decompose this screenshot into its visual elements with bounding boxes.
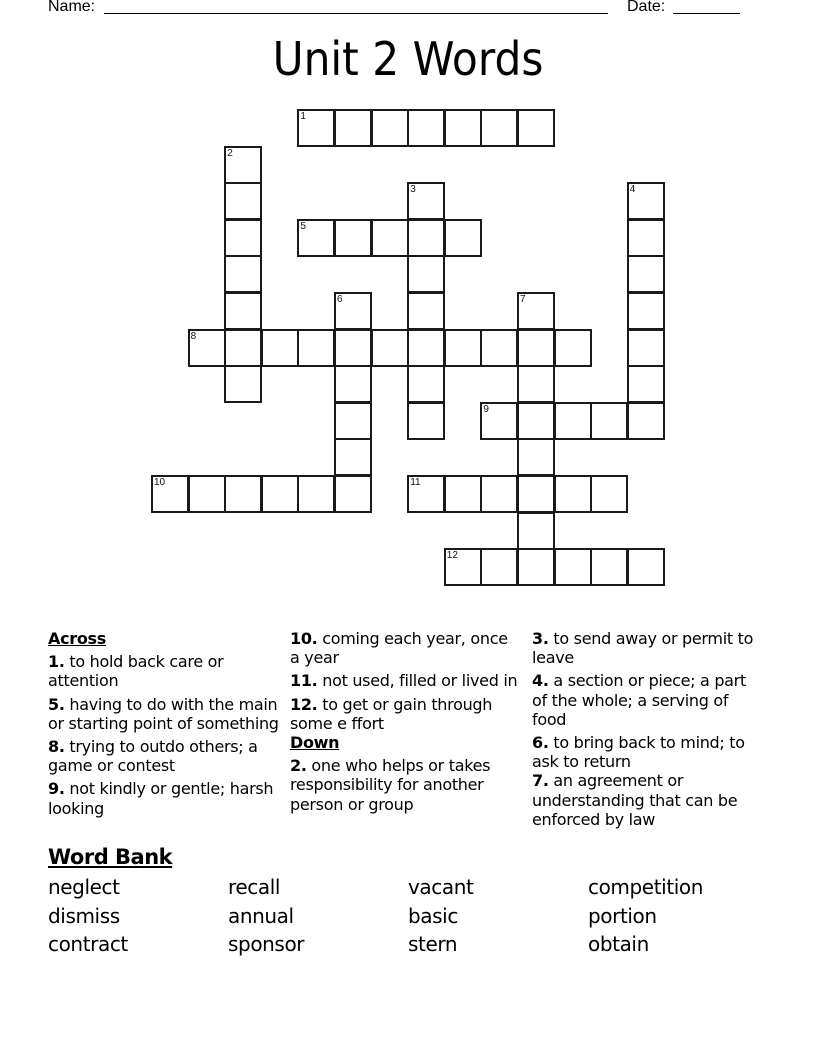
crossword-cell[interactable] — [627, 402, 665, 440]
crossword-cell[interactable] — [224, 219, 262, 257]
crossword-cell[interactable] — [371, 109, 409, 147]
crossword-cell[interactable] — [627, 365, 665, 403]
word-bank-item: sponsor — [228, 932, 305, 956]
word-bank-item: vacant — [408, 875, 474, 899]
crossword-cell[interactable] — [334, 109, 372, 147]
crossword-cell[interactable] — [224, 255, 262, 293]
crossword-cell[interactable] — [554, 548, 592, 586]
clue-column-1 — [48, 629, 280, 822]
crossword-cell[interactable] — [627, 329, 665, 367]
crossword-cell[interactable] — [334, 329, 372, 367]
crossword-cell[interactable] — [444, 475, 482, 513]
clue-text: to hold back care or attention — [48, 652, 224, 691]
crossword-cell[interactable] — [444, 329, 482, 367]
crossword-cell[interactable] — [188, 475, 226, 513]
crossword-cell[interactable] — [224, 182, 262, 220]
word-bank-item: portion — [588, 903, 657, 928]
crossword-cell[interactable] — [517, 329, 555, 367]
crossword-cell[interactable] — [554, 402, 592, 440]
clue-across-5 — [48, 695, 280, 733]
clue-text: one who helps or takes responsibility for another person or group — [290, 756, 491, 814]
crossword-cell[interactable] — [407, 255, 445, 293]
word-bank-item: annual — [228, 903, 294, 928]
crossword-cell[interactable] — [407, 182, 445, 220]
word-bank-item: neglect — [48, 875, 120, 899]
cell-number: 8 — [190, 330, 197, 342]
clue-text: an agreement or understanding that can be enforced by law — [532, 771, 738, 829]
cell-number: 4 — [629, 184, 636, 196]
page-title: Unit 2 Words — [272, 32, 544, 86]
crossword-cell[interactable] — [517, 475, 555, 513]
crossword-cell[interactable] — [407, 329, 445, 367]
crossword-cell[interactable] — [297, 329, 335, 367]
clue-number: 3. — [532, 629, 549, 648]
clue-number: 2. — [290, 756, 307, 776]
crossword-cell[interactable] — [334, 475, 372, 513]
clue-down-7 — [532, 771, 764, 829]
clue-text: trying to outdo others; a game or contest — [48, 737, 258, 776]
word-bank-item: obtain — [588, 932, 649, 956]
clue-number: 7. — [532, 771, 549, 791]
crossword-cell[interactable] — [444, 548, 482, 586]
clue-text: coming each year, once a year — [290, 629, 508, 668]
crossword-cell[interactable] — [627, 255, 665, 293]
clue-text: to send away or permit to leave — [532, 629, 754, 668]
clue-across-8 — [48, 737, 280, 775]
crossword-cell[interactable] — [261, 475, 299, 513]
date-label: Date: — [627, 0, 666, 15]
clue-text: to get or gain through some e ffort — [290, 694, 493, 733]
clue-number: 9. — [48, 779, 65, 799]
crossword-cell[interactable] — [188, 329, 226, 367]
clue-number: 4. — [532, 671, 549, 691]
crossword-cell[interactable] — [517, 548, 555, 586]
crossword-cell[interactable] — [224, 475, 262, 513]
crossword-cell[interactable] — [224, 146, 262, 184]
crossword-cell[interactable] — [554, 475, 592, 513]
crossword-cell[interactable] — [371, 219, 409, 257]
clue-across-1 — [48, 652, 280, 690]
crossword-cell[interactable] — [517, 292, 555, 330]
word-bank-item: competition — [588, 875, 704, 899]
crossword-cell[interactable] — [444, 109, 482, 147]
clue-down-6 — [532, 733, 764, 771]
crossword-cell[interactable] — [407, 475, 445, 513]
clue-across-11 — [290, 671, 522, 690]
crossword-cell[interactable] — [517, 109, 555, 147]
crossword-cell[interactable] — [407, 402, 445, 440]
clue-number: 12. — [290, 694, 318, 714]
crossword-cell[interactable] — [590, 402, 628, 440]
crossword-cell[interactable] — [407, 109, 445, 147]
crossword-cell[interactable] — [334, 402, 372, 440]
crossword-cell[interactable] — [480, 548, 518, 586]
word-bank-title: Word Bank — [48, 845, 173, 869]
down-heading: Down — [290, 733, 340, 753]
crossword-cell[interactable] — [480, 402, 518, 440]
crossword-cell[interactable] — [590, 548, 628, 586]
crossword-cell[interactable] — [224, 292, 262, 330]
cell-number: 1 — [300, 111, 306, 122]
word-bank-item: recall — [228, 875, 281, 899]
cell-number: 3 — [410, 184, 416, 196]
crossword-cell[interactable] — [297, 109, 335, 147]
name-label: Name: — [48, 0, 96, 15]
word-bank-item: contract — [48, 932, 128, 956]
cell-number: 11 — [410, 477, 421, 488]
clue-number: 5. — [48, 694, 65, 714]
crossword-cell[interactable] — [627, 292, 665, 330]
clue-number: 11. — [290, 671, 318, 691]
clue-text: to bring back to mind; to ask to return — [532, 733, 745, 772]
crossword-cell[interactable] — [407, 292, 445, 330]
clue-text: a section or piece; a part of the whole; a serving of food — [532, 671, 746, 729]
crossword-cell[interactable] — [224, 365, 262, 403]
crossword-cell[interactable] — [407, 365, 445, 403]
cell-number: 9 — [483, 403, 489, 415]
crossword-cell[interactable] — [627, 219, 665, 257]
crossword-cell[interactable] — [480, 329, 518, 367]
clue-down-2 — [290, 756, 522, 814]
cell-number: 7 — [520, 294, 526, 305]
crossword-cell[interactable] — [371, 329, 409, 367]
cell-number: 6 — [337, 294, 343, 305]
crossword-cell[interactable] — [261, 329, 299, 367]
across-heading: Across — [48, 629, 106, 648]
crossword-cell[interactable] — [627, 182, 665, 220]
clue-text: not kindly or gentle; harsh looking — [48, 779, 274, 818]
clue-across-10 — [290, 629, 522, 667]
crossword-cell[interactable] — [407, 219, 445, 257]
clue-number: 10. — [290, 629, 318, 648]
word-bank — [48, 845, 768, 956]
cell-number: 12 — [446, 550, 458, 562]
crossword-cell[interactable] — [517, 365, 555, 403]
crossword-cell[interactable] — [224, 329, 262, 367]
clue-number: 1. — [48, 652, 65, 672]
crossword-cell[interactable] — [334, 219, 372, 257]
crossword-cell[interactable] — [334, 438, 372, 476]
crossword-cell[interactable] — [297, 475, 335, 513]
word-bank-item: stern — [408, 932, 458, 956]
crossword-cell[interactable] — [517, 438, 555, 476]
word-bank-item: dismiss — [48, 903, 120, 928]
clue-text: not used, filled or lived in — [317, 671, 518, 691]
crossword-cell[interactable] — [627, 548, 665, 586]
clue-number: 6. — [532, 733, 549, 753]
clue-number: 8. — [48, 737, 65, 757]
cell-number: 10 — [154, 477, 166, 488]
crossword-cell[interactable] — [334, 292, 372, 330]
crossword-cell[interactable] — [151, 475, 189, 513]
clue-down-3 — [532, 629, 764, 667]
clue-across-9 — [48, 779, 280, 817]
crossword-cell[interactable] — [517, 402, 555, 440]
crossword-cell[interactable] — [444, 219, 482, 257]
cell-number: 2 — [227, 147, 233, 159]
clue-text: having to do with the main or starting point of something — [48, 694, 279, 733]
clue-down-4 — [532, 671, 764, 729]
crossword-cell[interactable] — [297, 219, 335, 257]
crossword-cell[interactable] — [554, 329, 592, 367]
crossword-cell[interactable] — [480, 475, 518, 513]
clue-column-3 — [532, 629, 764, 833]
crossword-cell[interactable] — [334, 365, 372, 403]
crossword-cell[interactable] — [517, 512, 555, 550]
clue-column-2 — [290, 629, 522, 818]
word-bank-item: basic — [408, 903, 458, 928]
clue-across-12 — [290, 695, 522, 733]
crossword-cell[interactable] — [590, 475, 628, 513]
crossword-cell[interactable] — [480, 109, 518, 147]
cell-number: 5 — [300, 220, 306, 232]
